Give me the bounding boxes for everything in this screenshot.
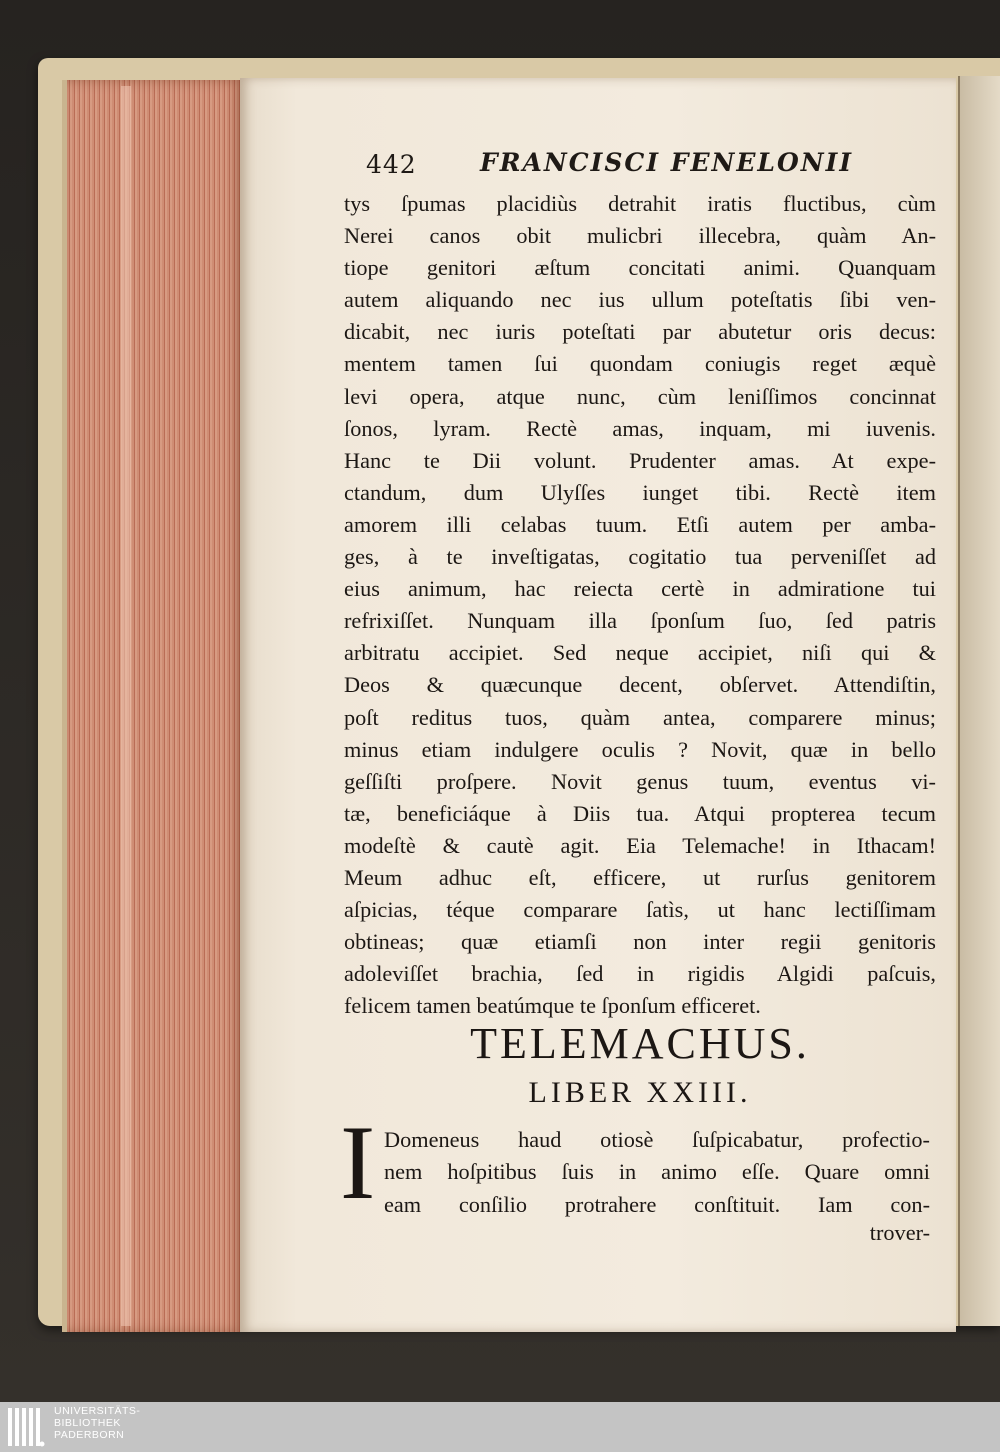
page-edges xyxy=(62,80,245,1332)
text-line: autem aliquando nec ius ullum poteſtatis ſibi ven- xyxy=(344,287,936,313)
text-line: aſpicias, téque comparare ſatìs, ut hanc lectiſſimam xyxy=(344,897,936,923)
library-name xyxy=(54,1405,140,1441)
chapter-title: TELEMACHUS. xyxy=(470,1019,810,1068)
text-line: modeſtè & cautè agit. Eia Telemache! in Ithacam! xyxy=(344,832,936,858)
text-line: amorem illi celabas tuum. Etſi autem per amba- xyxy=(344,511,936,537)
text-line: felicem tamen beatúmque te ſponſum efficeret. xyxy=(344,993,761,1019)
text-line: obtineas; quæ etiamſi non inter regii genitoris xyxy=(344,929,936,955)
text-line: ctandum, dum Ulyſſes iunget tibi. Rectè item xyxy=(344,479,936,505)
text-line: tiope genitori æſtum concitati animi. Quanquam xyxy=(344,255,936,281)
chapter-text-line: Domeneus haud otiosè ſuſpicabatur, profectio- xyxy=(384,1127,930,1152)
running-title: FRANCISCI FENELONII xyxy=(480,148,854,177)
page-number: 442 xyxy=(366,150,417,179)
text-line: refrixiſſet. Nunquam illa ſponſum ſuo, ſed patris xyxy=(344,608,936,634)
text-line: geſſiſti proſpere. Novit genus tuum, eventus vi- xyxy=(344,768,936,794)
text-line: poſt reditus tuos, quàm antea, comparere minus; xyxy=(344,704,936,730)
library-name-line: PADERBORN xyxy=(54,1429,125,1441)
text-line: ſonos, lyram. Rectè amas, inquam, mi iuvenis. xyxy=(344,415,936,441)
facing-page-edge xyxy=(958,76,1000,1326)
text-line: Deos & quæcunque decent, obſervet. Attendiſtin, xyxy=(344,672,936,698)
text-line: eius animum, hac reiecta certè in admiratione tui xyxy=(344,576,936,602)
text-line: Meum adhuc eſt, efficere, ut rurſus genitorem xyxy=(344,864,936,890)
book-label: LIBER XXIII. xyxy=(528,1076,752,1109)
library-name-line: BIBLIOTHEK xyxy=(54,1417,121,1429)
text-line: Nerei canos obit mulicbri illecebra, quàm An- xyxy=(344,223,936,249)
library-logo-icon xyxy=(6,1404,46,1450)
library-footer xyxy=(0,1402,1000,1452)
text-line: ges, à te inveſtigatas, cogitatio tua perveniſſet ad xyxy=(344,544,936,570)
text-line: mentem tamen ſui quondam coniugis reget æquè xyxy=(344,351,936,377)
library-name-line: UNIVERSITÄTS- xyxy=(54,1405,141,1417)
page-header xyxy=(366,146,926,182)
text-line: dicabit, nec iuris poteſtati par abutetur oris decus: xyxy=(344,319,936,345)
text-line: tys ſpumas placidiùs detrahit iratis fluctibus, cùm xyxy=(344,191,936,216)
text-line: arbitratu accipiet. Sed neque accipiet, niſi qui & xyxy=(344,640,936,666)
chapter-opening-text xyxy=(384,1124,930,1221)
text-line: levi opera, atque nunc, cùm leniſſimos concinnat xyxy=(344,383,936,409)
text-line: minus etiam indulgere oculis ? Novit, quæ in bello xyxy=(344,736,936,762)
text-line: tæ, beneficiáque à Diis tua. Atqui propterea tecum xyxy=(344,800,936,826)
text-line: adoleviſſet brachia, ſed in rigidis Algidi paſcuis, xyxy=(344,961,936,987)
text-line: Hanc te Dii volunt. Prudenter amas. At expe- xyxy=(344,447,936,473)
catchword: trover- xyxy=(869,1220,930,1245)
drop-cap: I xyxy=(340,1104,376,1221)
chapter-text-line: nem hoſpitibus ſuis in animo eſſe. Quare omni xyxy=(384,1159,930,1185)
body-text xyxy=(344,188,936,1022)
chapter-text-line: eam conſilio protrahere conſtituit. Iam con- xyxy=(384,1191,930,1217)
